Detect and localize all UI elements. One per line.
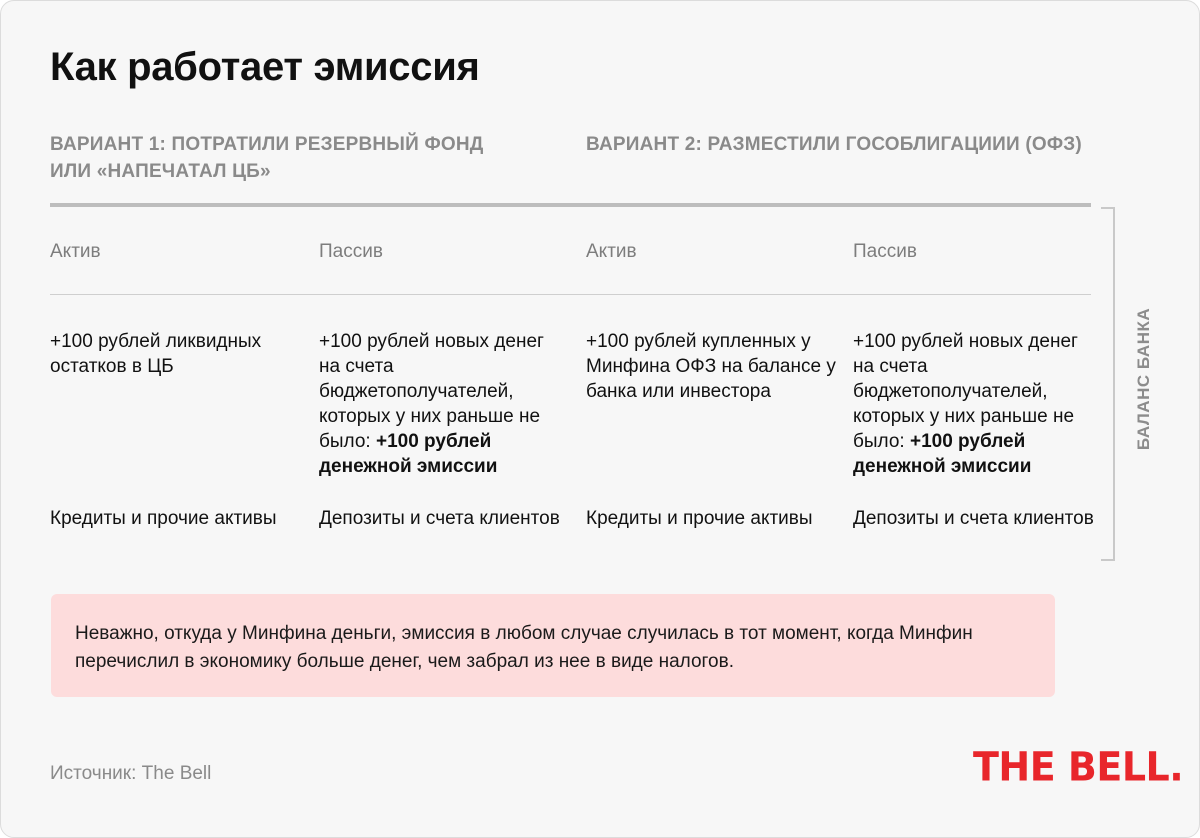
table-top-divider xyxy=(50,203,1091,207)
cell-text: +100 рублей новых денег на счета бюджетополучателей, которых у них раньше не было: xyxy=(853,331,1078,452)
column-header-liability-2: Пассив xyxy=(853,241,917,262)
cell-v2-liability xyxy=(853,329,1103,479)
cell-v1-deposits: Депозиты и счета клиентов xyxy=(319,508,560,529)
cell-text: +100 рублей ликвидных остатков в ЦБ xyxy=(50,331,262,377)
page-title: Как работает эмиссия xyxy=(50,45,480,89)
column-header-asset-1: Актив xyxy=(50,241,101,262)
bank-balance-bracket xyxy=(1101,207,1115,561)
column-header-asset-2: Актив xyxy=(586,241,637,262)
cell-bold-text: +100 рублей денежной эмиссии xyxy=(853,431,1032,477)
cell-v2-asset xyxy=(586,329,836,404)
column-header-liability-1: Пассив xyxy=(319,241,383,262)
the-bell-logo: THE BELL. xyxy=(973,743,1184,791)
variant-2-heading xyxy=(586,131,1086,158)
bank-balance-label: БАЛАНС БАНКА xyxy=(1134,307,1153,451)
variant-1-line-1: ВАРИАНТ 1: ПОТРАТИЛИ РЕЗЕРВНЫЙ ФОНД xyxy=(50,134,484,155)
cell-text: +100 рублей купленных у Минфина ОФЗ на балансе у банка или инвестора xyxy=(586,331,836,402)
cell-v2-deposits: Депозиты и счета клиентов xyxy=(853,508,1094,529)
note-box xyxy=(51,594,1055,697)
cell-bold-text: +100 рублей денежной эмиссии xyxy=(319,431,498,477)
cell-v1-asset xyxy=(50,329,310,379)
note-text: Неважно, откуда у Минфина деньги, эмиссия в любом случае случилась в тот момент, когда Минфин перечислил в экономику больше денег, чем забрал из нее в виде налогов. xyxy=(75,623,973,672)
variant-2-line-1: ВАРИАНТ 2: РАЗМЕСТИЛИ ГОСОБЛИГАЦИИИ (ОФЗ) xyxy=(586,134,1082,155)
cell-v1-liability xyxy=(319,329,569,479)
cell-text: +100 рублей новых денег на счета бюджетополучателей, которых у них раньше не было: xyxy=(319,331,544,452)
source-caption: Источник: The Bell xyxy=(50,763,212,784)
cell-v2-other-assets: Кредиты и прочие активы xyxy=(586,508,813,529)
header-divider xyxy=(50,294,1091,295)
variant-1-heading xyxy=(50,131,510,185)
variant-1-line-2: ИЛИ «НАПЕЧАТАЛ ЦБ» xyxy=(50,161,271,182)
cell-v1-other-assets: Кредиты и прочие активы xyxy=(50,508,277,529)
